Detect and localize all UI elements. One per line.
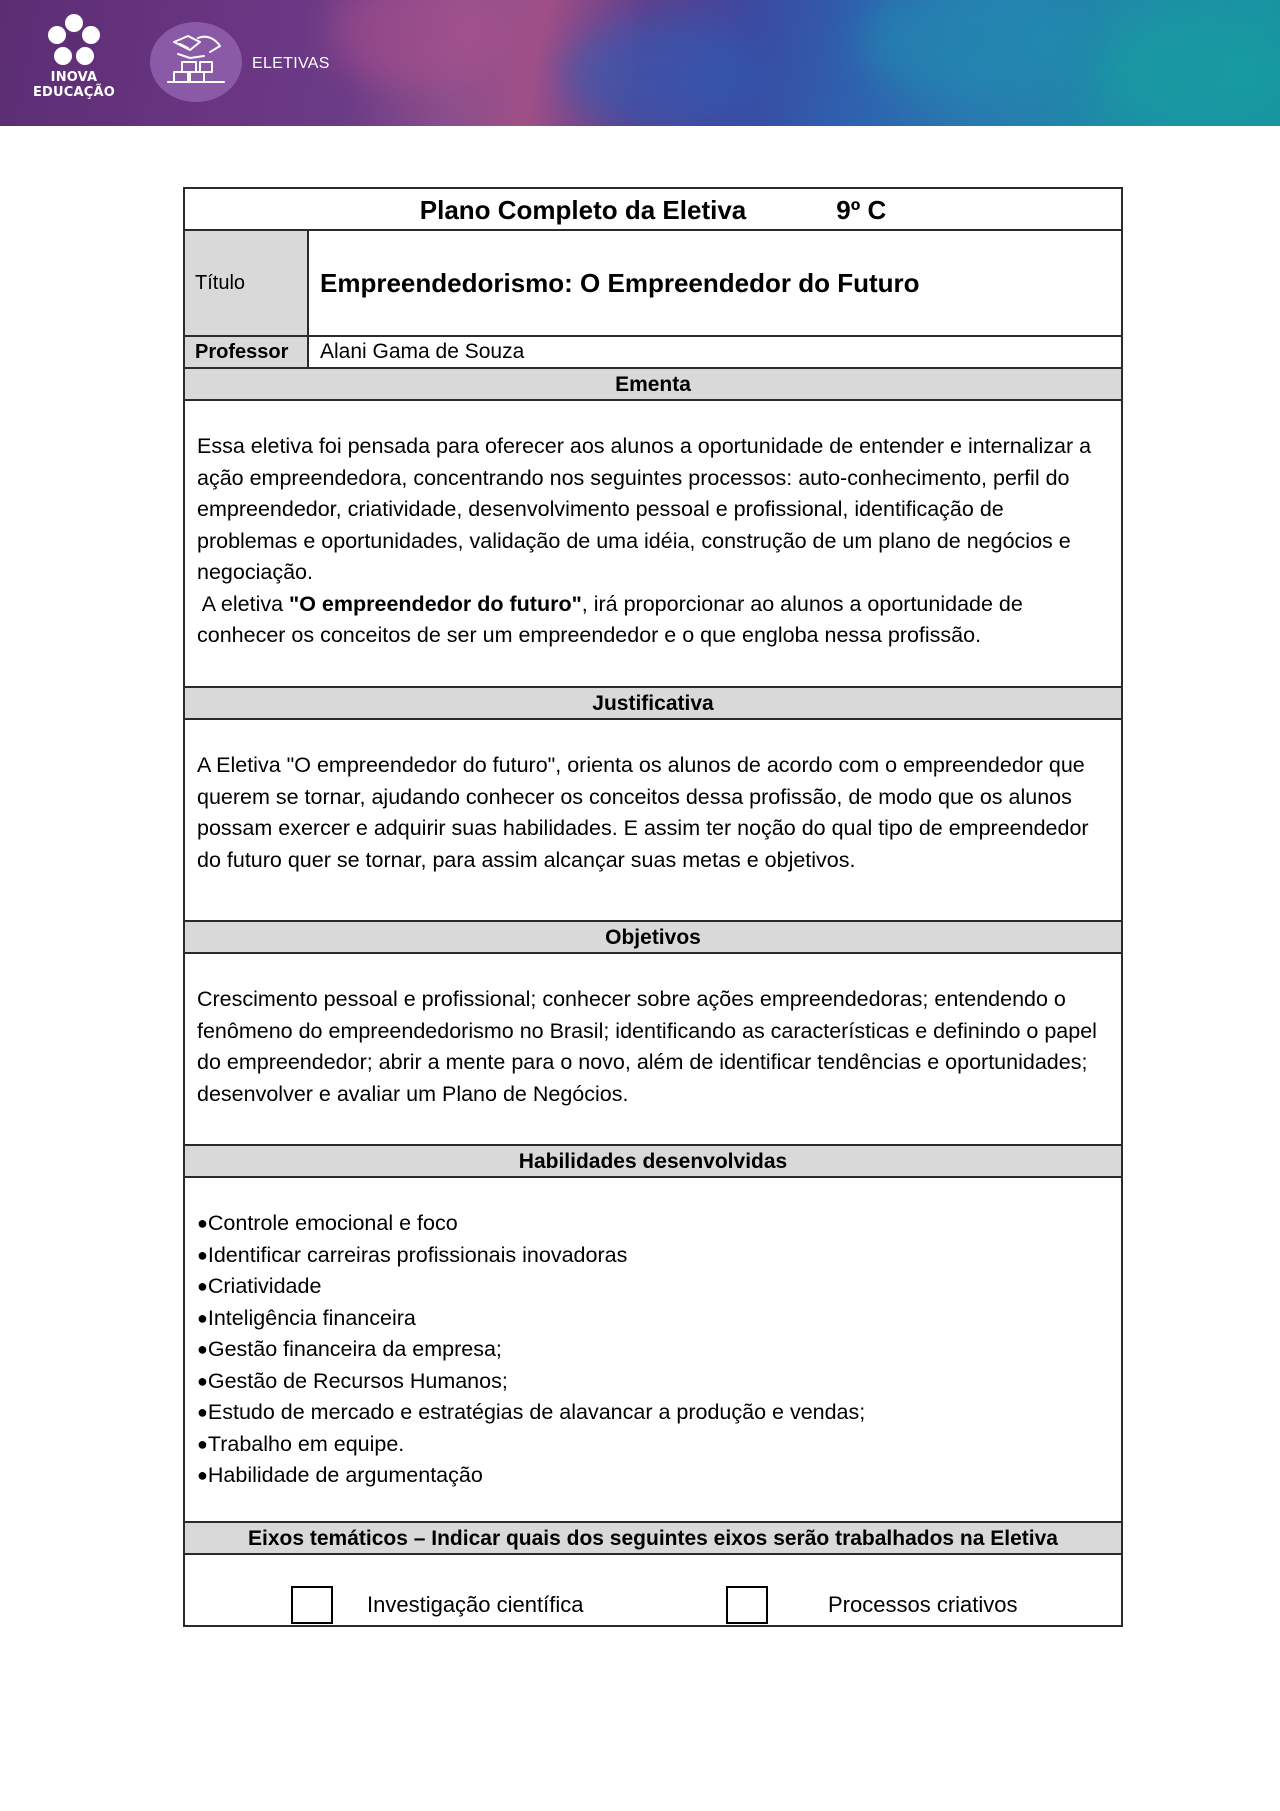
eletivas-hands-icon bbox=[160, 28, 232, 96]
inova-educacao-wordmark bbox=[30, 70, 118, 100]
habilidades-body bbox=[185, 1178, 1121, 1523]
ementa-heading: Ementa bbox=[185, 369, 1121, 401]
plan-heading: Plano Completo da Eletiva bbox=[419, 195, 747, 225]
bullet-icon: ● bbox=[197, 1465, 208, 1485]
titulo-row bbox=[185, 231, 1121, 337]
list-item-label: Inteligência financeira bbox=[207, 1305, 416, 1330]
ementa-p2-start: A eletiva bbox=[197, 591, 290, 616]
brand-line-1: INOVA bbox=[50, 70, 98, 85]
justificativa-text: A Eletiva "O empreendedor do futuro", orienta os alunos de acordo com o empreendedor que querem se tornar, ajudando conhecer os conceitos dessa profissão, de modo que os alunos possam exercer e adquirir suas habilidades. E assim ter noção do qual tipo de empreendedor do futuro quer se tornar, para assim alcançar suas metas e objetivos. bbox=[197, 753, 1089, 872]
eletivas-logo bbox=[150, 22, 242, 102]
class-grade: 9º C bbox=[836, 195, 887, 225]
ementa-paragraph-2 bbox=[197, 589, 1109, 652]
list-item-label: Gestão de Recursos Humanos; bbox=[207, 1368, 508, 1393]
eixo-processos bbox=[726, 1586, 1018, 1624]
justificativa-heading: Justificativa bbox=[185, 688, 1121, 720]
bullet-icon: ● bbox=[197, 1370, 208, 1391]
plan-heading-row bbox=[185, 189, 1121, 231]
eletivas-label: ELETIVAS bbox=[252, 55, 330, 72]
investigacao-label: Investigação científica bbox=[367, 1592, 584, 1618]
list-item-label: Identificar carreiras profissionais inovadoras bbox=[207, 1242, 628, 1267]
list-item bbox=[197, 1303, 1109, 1335]
banner-decoration bbox=[860, 0, 1080, 100]
processos-label: Processos criativos bbox=[828, 1592, 1018, 1618]
bullet-icon: ● bbox=[197, 1433, 208, 1454]
habilidades-heading: Habilidades desenvolvidas bbox=[185, 1146, 1121, 1178]
ementa-p2-bold: "O empreendedor do futuro" bbox=[289, 591, 582, 616]
bullet-icon: ● bbox=[197, 1244, 208, 1265]
eixos-body bbox=[185, 1555, 1121, 1625]
list-item-label: Trabalho em equipe. bbox=[207, 1431, 405, 1456]
list-item-label: Habilidade de argumentação bbox=[207, 1463, 483, 1487]
bullet-icon: ● bbox=[197, 1276, 208, 1296]
list-item bbox=[197, 1208, 1109, 1240]
titulo-value: Empreendedorismo: O Empreendedor do Futuro bbox=[320, 267, 920, 298]
inova-educacao-logo bbox=[30, 14, 130, 114]
objetivos-text: Crescimento pessoal e profissional; conhecer sobre ações empreendedoras; entendendo o fenômeno do empreendedorismo no Brasil; identificando as características e definindo o papel do empreendedor; abrir a mente para o novo, além de identificar tendências e oportunidades; desenvolver e avaliar um Plano de Negócios. bbox=[197, 987, 1097, 1106]
professor-label: Professor bbox=[185, 337, 309, 367]
list-item bbox=[197, 1429, 1109, 1461]
bullet-icon: ● bbox=[197, 1307, 208, 1328]
ementa-body bbox=[185, 401, 1121, 688]
brand-line-2: EDUCAÇÃO bbox=[32, 85, 116, 100]
processos-checkbox[interactable] bbox=[726, 1586, 768, 1624]
list-item bbox=[197, 1334, 1109, 1366]
list-item bbox=[197, 1271, 1109, 1303]
inova-flower-icon bbox=[46, 14, 102, 70]
titulo-label: Título bbox=[185, 231, 309, 335]
ementa-paragraph-1: Essa eletiva foi pensada para oferecer aos alunos a oportunidade de entender e internalizar a ação empreendedora, concentrando nos seguintes processos: auto-conhecimento, perfil do empreendedor, criatividade, desenvolvimento pessoal e profissional, identificação de problemas e oportunidades, validação de uma idéia, construção de um plano de negócios e negociação. bbox=[197, 434, 1092, 584]
investigacao-checkbox[interactable] bbox=[291, 1586, 333, 1624]
bullet-icon: ● bbox=[197, 1339, 208, 1359]
list-item-label: Controle emocional e foco bbox=[207, 1211, 458, 1235]
bullet-icon: ● bbox=[197, 1213, 208, 1233]
list-item bbox=[197, 1397, 1109, 1429]
objetivos-heading: Objetivos bbox=[185, 922, 1121, 954]
list-item-label: Criatividade bbox=[207, 1274, 322, 1298]
professor-row bbox=[185, 337, 1121, 369]
banner-decoration bbox=[1100, 10, 1280, 126]
list-item bbox=[197, 1460, 1109, 1492]
habilidades-list bbox=[197, 1208, 1109, 1492]
banner-decoration bbox=[560, 20, 760, 126]
list-item-label: Estudo de mercado e estratégias de alavancar a produção e vendas; bbox=[207, 1400, 866, 1424]
eixos-heading: Eixos temáticos – Indicar quais dos seguintes eixos serão trabalhados na Eletiva bbox=[185, 1523, 1121, 1555]
objetivos-body bbox=[185, 954, 1121, 1146]
list-item bbox=[197, 1366, 1109, 1398]
banner-decoration bbox=[330, 0, 510, 90]
bullet-icon: ● bbox=[197, 1402, 208, 1422]
eixo-investigacao bbox=[291, 1586, 583, 1624]
ementa-p2-end: , irá proporcionar ao alunos a oportunidade de conhecer os conceitos de ser um empreendedor e o que engloba nessa profissão. bbox=[197, 591, 1023, 647]
plan-table bbox=[183, 187, 1123, 1627]
list-item-label: Gestão financeira da empresa; bbox=[207, 1337, 502, 1361]
list-item bbox=[197, 1240, 1109, 1272]
justificativa-body bbox=[185, 720, 1121, 922]
header-banner bbox=[0, 0, 1280, 126]
professor-value: Alani Gama de Souza bbox=[320, 340, 525, 363]
